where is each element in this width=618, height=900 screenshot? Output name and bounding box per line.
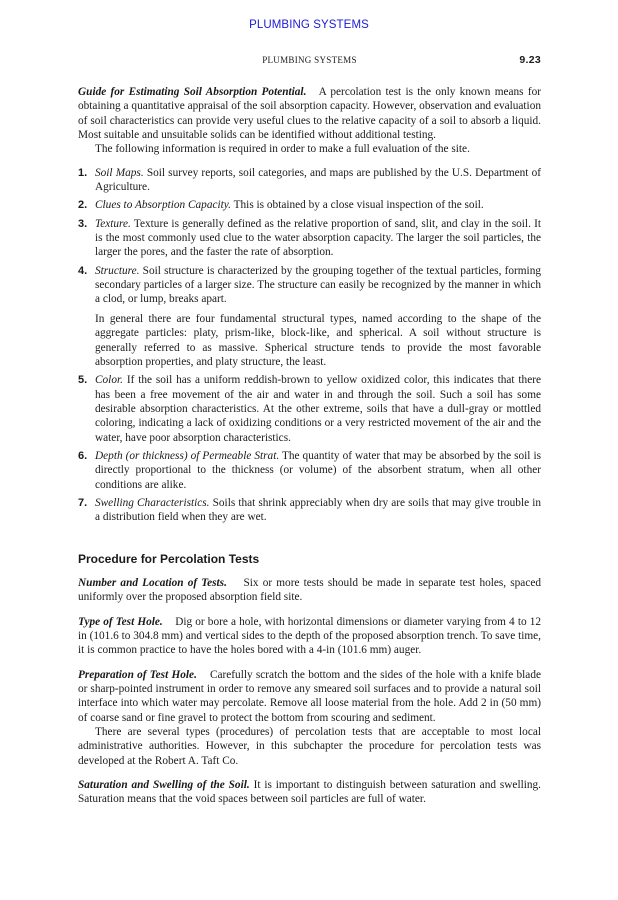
list-item: 2. Clues to Absorption Capacity. This is obtained by a close visual inspection of the soil.: [78, 199, 484, 212]
evaluation-list: [78, 166, 541, 525]
list-item: 7. Swelling Characteristics. Soils that shrink appreciably when dry are soils that may give trouble in a distribution field when they are wet.: [78, 496, 542, 524]
guide-text: A percolation test is the only known means for obtaining a quantitative appraisal of the soil absorption capacity. However, observation and evaluation of soil characteristics can provide very useful clues to the relative capacity of a soil to absorb a liquid. Most suitable and unsuitable solids can be identified without additional testing.: [78, 86, 541, 142]
page-number: 9.23: [519, 54, 541, 66]
list-item: 4. Structure. Soil structure is characterized by the grouping together of the textual particles, forming secondary particles of a larger size. The structure can easily be recognized by the manner in which a clod, or lump, breaks apart. In general there are four fundamental structural types, named according to the shape of the aggregate particles: platy, prism-like, block-like, and spherical. A soil without structure is generally referred to as massive. Spherical structure tends to provide the most favorable absorption properties, and platy structure, the least.: [78, 264, 541, 368]
saturation-paragraph: [78, 778, 541, 807]
list-item-text: This is obtained by a close visual inspection of the soil.: [233, 199, 484, 212]
list-item-text: The quantity of water that may be absorbed by the soil is directly proportional to the thickness (or volume) of the absorbent stratum, when all other conditions are alike.: [95, 449, 541, 491]
running-head-title: PLUMBING SYSTEMS: [262, 55, 357, 65]
list-item: 6. Depth (or thickness) of Permeable Strat. The quantity of water that may be absorbed by the soil is directly proportional to the thickness (or volume) of the absorbent stratum, when all other conditions are alike.: [78, 449, 541, 491]
list-item-text: Texture is generally defined as the relative proportion of sand, slit, and clay in the soil. It is the most commonly used clue to the water absorption capacity. The larger the soil particles, the larger the pores, and the faster the rate of absorption.: [95, 217, 541, 259]
list-item-text: If the soil has a uniform reddish-brown to yellow oxidized color, this indicates that there has been a free movement of the air and water in and through the soil. Such a soil has some desirable absorption characteristics. At the other extreme, soils that have a dull-gray or mottled coloring, indicating a lack of oxidizing conditions or a very restricted movement of the air and the water, have poor absorption characteristics.: [95, 374, 541, 444]
number-location-heading: Number and Location of Tests.: [78, 576, 227, 589]
list-item-term: Depth (or thickness) of Permeable Strat.: [95, 449, 280, 462]
number-location-text: Six or more tests should be made in separate test holes, spaced uniformly over the proposed absorption field site.: [78, 576, 541, 604]
preparation-follow: There are several types (procedures) of percolation tests that are acceptable to most local administrative authorities. However, in this subchapter the procedure for percolation tests was developed at the Robert A. Taft Co.: [78, 726, 541, 767]
guide-paragraph: [78, 85, 541, 142]
saturation-heading: Saturation and Swelling of the Soil.: [78, 779, 250, 792]
list-item-text: Soil structure is characterized by the grouping together of the textual particles, forming secondary particles of a larger size. The structure can easily be recognized by the manner in which a clod, or lump, breaks apart.: [95, 264, 541, 306]
list-item: 3. Texture. Texture is generally defined as the relative proportion of sand, slit, and clay in the soil. It is the most commonly used clue to the water absorption capacity. The larger the soil particles, the larger the pores, and the faster the rate of absorption.: [78, 217, 541, 259]
preparation-heading: Preparation of Test Hole.: [78, 668, 197, 681]
list-item: 1. Soil Maps. Soil survey reports, soil categories, and maps are published by the U.S. Department of Agriculture.: [78, 166, 542, 194]
test-hole-heading: Type of Test Hole.: [78, 615, 163, 628]
list-item-text: Soil survey reports, soil categories, and maps are published by the U.S. Department of Agriculture.: [95, 166, 542, 194]
list-item: 5. Color. If the soil has a uniform reddish-brown to yellow oxidized color, this indicates that there has been a free movement of the air and water in and through the soil. Such a soil has some desirable absorption characteristics. At the other extreme, soils that have a dull-gray or mottled coloring, indicating a lack of oxidizing conditions or a very restricted movement of the air and the water, have poor absorption characteristics.: [78, 374, 541, 444]
list-item-term: Color.: [95, 374, 123, 387]
guide-follow: The following information is required in order to make a full evaluation of the site.: [95, 143, 470, 156]
test-hole-text: Dig or bore a hole, with horizontal dimensions or diameter varying from 4 to 12 in (101.6 to 304.8 mm) and vertical sides to the depth of the proposed absorption trench. To save time, it is common practice to have the holes bored with a 4-in (101.6 mm) auger.: [78, 615, 542, 657]
banner-title: PLUMBING SYSTEMS: [249, 19, 369, 31]
preparation-text: Carefully scratch the bottom and the sides of the hole with a knife blade or sharp-pointed instrument in order to remove any smeared soil surfaces and to provide a natural soil interface into which water may percolate. Remove all loose material from the hole. Add 2 in (50 mm) of coarse sand or fine gravel to protect the bottom from scouring and sediment.: [78, 668, 541, 724]
list-item-term: Swelling Characteristics.: [95, 496, 210, 509]
guide-heading: Guide for Estimating Soil Absorption Potential.: [78, 86, 307, 98]
section-heading: Procedure for Percolation Tests: [78, 551, 260, 566]
list-item-term: Structure.: [95, 264, 140, 277]
saturation-text: It is important to distinguish between saturation and swelling. Saturation means that the void spaces between soil particles are full of water.: [78, 779, 541, 806]
test-hole-paragraph: [78, 615, 541, 658]
list-item-term: Texture.: [95, 217, 131, 230]
page-content: [78, 85, 541, 807]
list-item-term: Clues to Absorption Capacity.: [95, 199, 231, 212]
preparation-paragraph: [78, 668, 541, 725]
list-item-term: Soil Maps.: [95, 166, 144, 179]
list-item-extra: In general there are four fundamental structural types, named according to the shape of the aggregate particles: platy, prism-like, block-like, and spherical. A soil without structure is generally referred to as massive. Spherical structure tends to provide the most favorable absorption properties, and platy structure, the least.: [95, 312, 541, 368]
list-item-text: Soils that shrink appreciably when dry are soils that may give trouble in a distribution field when they are wet.: [95, 496, 542, 524]
number-location-paragraph: [78, 576, 541, 605]
